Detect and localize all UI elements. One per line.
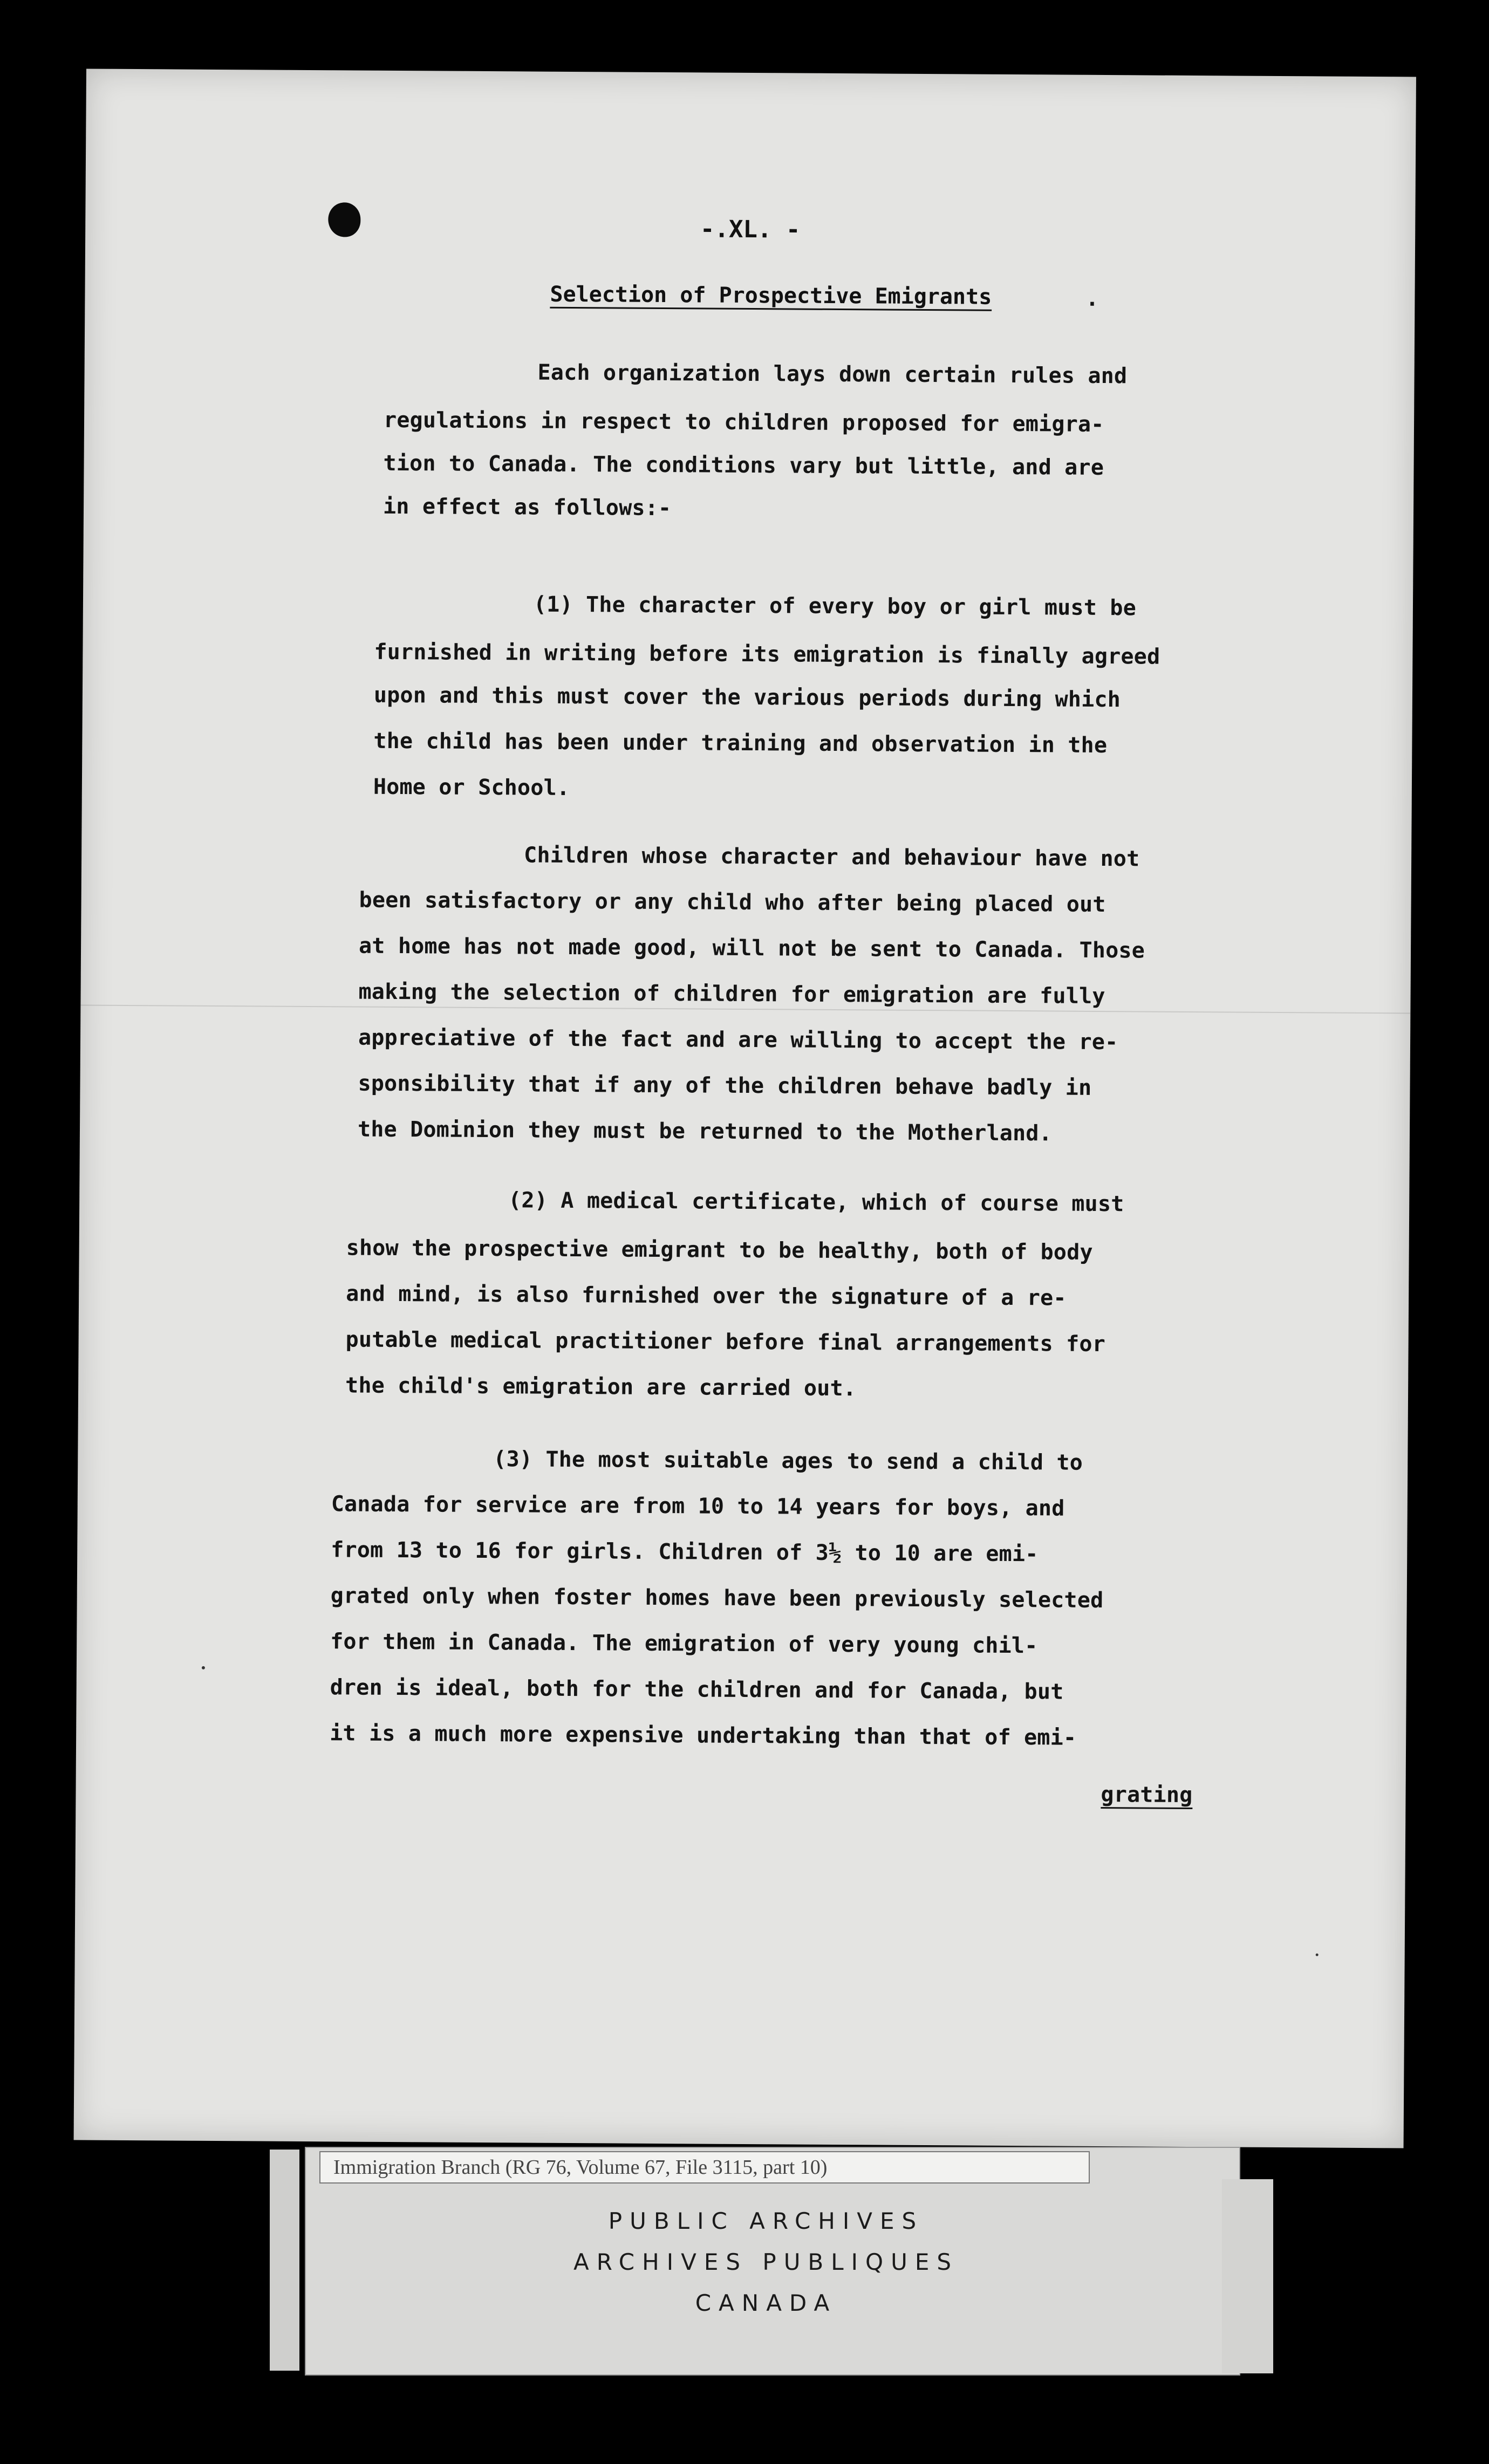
body-line: Home or School. xyxy=(373,774,570,800)
body-line: (3) The most suitable ages to send a child to xyxy=(493,1447,1083,1475)
body-line: (2) A medical certificate, which of course must xyxy=(508,1188,1124,1217)
stamp-line: PUBLIC ARCHIVES xyxy=(608,2208,924,2234)
label-strip-edge xyxy=(1222,2179,1273,2373)
public-archives-stamp xyxy=(316,2201,1217,2324)
stamp-line: ARCHIVES PUBLIQUES xyxy=(573,2249,959,2275)
archive-reference-caption: Immigration Branch (RG 76, Volume 67, File 3115, part 10) xyxy=(319,2151,1090,2184)
body-line: the child's emigration are carried out. xyxy=(345,1373,857,1401)
label-strip-edge xyxy=(270,2150,299,2371)
body-line: regulations in respect to children proposed for emigra- xyxy=(383,407,1104,437)
body-line: upon and this must cover the various periods during which xyxy=(373,682,1121,713)
catchword: grating xyxy=(1101,1782,1193,1808)
body-line: at home has not made good, will not be sent to Canada. Those xyxy=(358,933,1145,963)
body-line: putable medical practitioner before final arrangements for xyxy=(345,1327,1106,1357)
section-heading xyxy=(550,282,992,310)
body-line: been satisfactory or any child who after being placed out xyxy=(359,887,1106,918)
body-line: and mind, is also furnished over the signature of a re- xyxy=(346,1281,1067,1311)
body-line: Each organization lays down certain rules and xyxy=(537,360,1128,389)
heading-tail: . xyxy=(1085,286,1099,311)
body-line: tion to Canada. The conditions vary but little, and are xyxy=(383,450,1104,481)
document-page xyxy=(74,69,1416,2148)
body-line: dren is ideal, both for the children and for Canada, but xyxy=(330,1675,1064,1705)
body-line: furnished in writing before its emigration is finally agreed xyxy=(374,639,1160,669)
body-line: sponsibility that if any of the children behave badly in xyxy=(358,1071,1092,1100)
body-line: the child has been under training and observation in the xyxy=(373,728,1108,758)
stamp-line: CANADA xyxy=(695,2290,837,2316)
body-line: (1) The character of every boy or girl must be xyxy=(533,592,1137,621)
body-line: it is a much more expensive undertaking than that of emi- xyxy=(330,1721,1077,1750)
body-line: the Dominion they must be returned to the Motherland. xyxy=(357,1117,1053,1146)
body-line: for them in Canada. The emigration of very young chil- xyxy=(330,1629,1038,1659)
heading-text: Selection of Prospective Emigrants xyxy=(550,282,992,310)
body-line: Children whose character and behaviour have not xyxy=(523,843,1140,872)
body-line: show the prospective emigrant to be healthy, both of body xyxy=(346,1235,1093,1265)
paper-speck xyxy=(1316,1953,1319,1956)
body-line: grated only when foster homes have been previously selected xyxy=(330,1583,1104,1613)
page-number: -.XL. - xyxy=(700,215,801,244)
body-line: making the selection of children for emigration are fully xyxy=(358,979,1105,1009)
body-line: Canada for service are from 10 to 14 years for boys, and xyxy=(331,1491,1065,1521)
body-line: from 13 to 16 for girls. Children of 3½ to 10 are emi- xyxy=(331,1537,1039,1567)
body-line: appreciative of the fact and are willing to accept the re- xyxy=(358,1025,1118,1055)
body-line: in effect as follows:- xyxy=(383,494,672,521)
paper-speck xyxy=(202,1666,205,1669)
